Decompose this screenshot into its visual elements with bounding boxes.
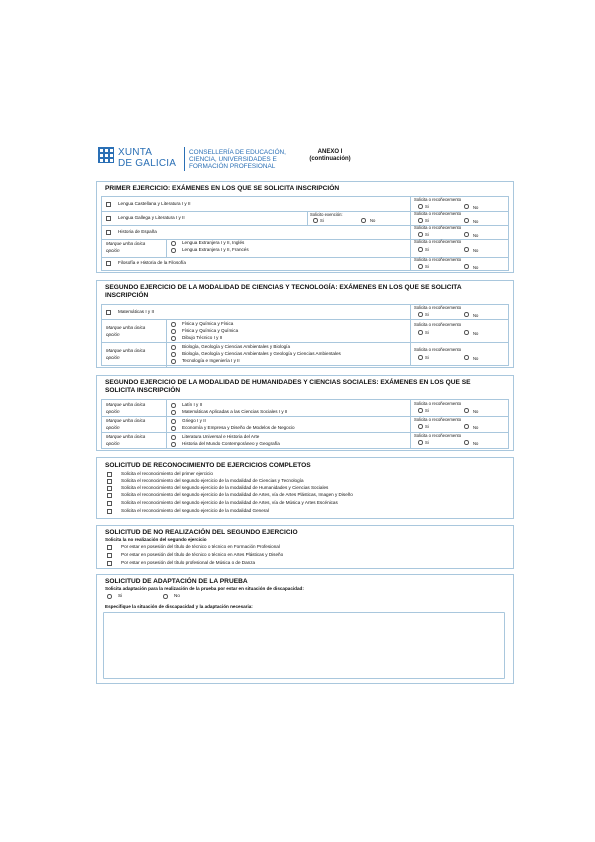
matematicas-checkbox[interactable] bbox=[106, 310, 111, 315]
opcion-label: opción bbox=[106, 355, 120, 360]
section-title-cont: SOLICITA INSCRIPCIÓN bbox=[105, 387, 181, 394]
quimica-radio[interactable] bbox=[171, 329, 176, 334]
reconocimiento-no-radio[interactable] bbox=[464, 247, 469, 252]
no-realizacion-item-label: Por estar en posesión del título de técnico o técnico en Artes Plásticas y Diseño bbox=[121, 552, 284, 557]
no-label: No bbox=[473, 356, 479, 361]
reconocimiento-item-checkbox[interactable] bbox=[107, 509, 112, 514]
no-label: No bbox=[473, 265, 479, 270]
fisica-radio[interactable] bbox=[171, 322, 176, 327]
primer-ejercicio-table bbox=[101, 196, 509, 271]
solicita-label: Solicita o recoñecemento bbox=[414, 401, 462, 406]
no-label: No bbox=[473, 425, 479, 430]
si-label: Si bbox=[425, 312, 429, 317]
reconocimiento-no-radio[interactable] bbox=[464, 408, 469, 413]
discapacidad-textarea[interactable] bbox=[103, 612, 505, 679]
solicita-label: Solicita o recoñecemento bbox=[414, 322, 462, 327]
si-label: Si bbox=[425, 264, 429, 269]
no-label: No bbox=[473, 205, 479, 210]
reconocimiento-no-radio[interactable] bbox=[464, 355, 469, 360]
reconocimiento-item-checkbox[interactable] bbox=[107, 493, 112, 498]
section-title: SEGUNDO EJERCICIO DE LA MODALIDAD DE HUMANIDADES Y CIENCIAS SOCIALES: EXÁMENES EN LOS QUE SE bbox=[105, 379, 471, 386]
marque-label: Marque unha única bbox=[106, 434, 146, 439]
latin-label: Latín I y II bbox=[182, 402, 203, 407]
si-label: Si bbox=[425, 330, 429, 335]
reconocimiento-no-radio[interactable] bbox=[464, 330, 469, 335]
reconocimiento-si-radio[interactable] bbox=[418, 247, 423, 252]
historia-mundo-radio[interactable] bbox=[171, 442, 176, 447]
reconocimiento-si-radio[interactable] bbox=[418, 330, 423, 335]
no-realizacion-item-label: Por estar en posesión del título profesional de Música o de Danza bbox=[121, 560, 256, 565]
reconocimiento-item-label: Solicita el reconocimiento del segundo ejercicio de la modalidad de Humanidades y Ciencias Sociales bbox=[121, 485, 329, 490]
geologia-radio[interactable] bbox=[171, 352, 176, 357]
biologia-radio[interactable] bbox=[171, 345, 176, 350]
section-title: SOLICITUD DE NO REALIZACIÓN DEL SEGUNDO EJERCICIO bbox=[105, 529, 298, 536]
historia-espana-label: Historia de España bbox=[118, 229, 157, 234]
adaptacion-si-radio[interactable] bbox=[107, 594, 112, 599]
no-label: No bbox=[174, 593, 180, 598]
marque-label: Marque unha única bbox=[106, 418, 146, 423]
reconocimiento-item-label: Solicita el reconocimiento del segundo ejercicio de la modalidad de Ciencias y Tecnología bbox=[121, 478, 304, 483]
reconocimiento-item-checkbox[interactable] bbox=[107, 486, 112, 491]
section-title: SEGUNDO EJERCICIO DE LA MODALIDAD DE CIENCIAS Y TECNOLOGÍA: EXÁMENES EN LOS QUE SE SOLICITA bbox=[105, 284, 462, 291]
reconocimiento-no-radio[interactable] bbox=[464, 424, 469, 429]
annex-title: ANEXO I bbox=[317, 149, 343, 155]
logo-line-2: DE GALICIA bbox=[118, 158, 177, 169]
marque-label: Marque unha única bbox=[106, 325, 146, 330]
reconocimiento-item-checkbox[interactable] bbox=[107, 501, 112, 506]
marque-label: Marque unha única bbox=[106, 402, 146, 407]
si-label: Si bbox=[425, 440, 429, 445]
no-realizacion-item-checkbox[interactable] bbox=[107, 545, 112, 550]
solicita-label: Solicita o recoñecemento bbox=[414, 197, 462, 202]
literatura-universal-label: Literatura Universal e Historia del Arte bbox=[182, 434, 260, 439]
no-realizacion-item-checkbox[interactable] bbox=[107, 553, 112, 558]
no-realizacion-item-label: Por estar en posesión del título de técnico o técnico en Formación Profesional bbox=[121, 544, 280, 549]
logo-divider bbox=[184, 147, 185, 171]
matematicas-aplicadas-radio[interactable] bbox=[171, 410, 176, 415]
reconocimiento-si-radio[interactable] bbox=[418, 355, 423, 360]
reconocimiento-si-radio[interactable] bbox=[418, 424, 423, 429]
reconocimiento-no-radio[interactable] bbox=[464, 312, 469, 317]
geologia-label: Biología, Geología y Ciencias Ambientales y Geología y Ciencias Ambientales bbox=[182, 351, 341, 356]
no-realizacion-subtitle: Solicita la no realización del segundo ejercicio bbox=[105, 537, 207, 542]
lengua-castellana-checkbox[interactable] bbox=[106, 202, 111, 207]
frances-radio[interactable] bbox=[171, 248, 176, 253]
griego-radio[interactable] bbox=[171, 419, 176, 424]
reconocimiento-si-radio[interactable] bbox=[418, 218, 423, 223]
reconocimiento-item-label: Solicita el reconocimiento del segundo ejercicio de la modalidad General bbox=[121, 508, 269, 513]
reconocimiento-item-checkbox[interactable] bbox=[107, 479, 112, 484]
historia-mundo-label: Historia del Mundo Contemporáneo y Geografía bbox=[182, 441, 280, 446]
matematicas-label: Matemáticas I y II bbox=[118, 309, 154, 314]
economia-label: Economía y Empresa y Diseño de Modelos de Negocio bbox=[182, 425, 295, 430]
lengua-gallega-label: Lengua Gallega y Literatura I y II bbox=[118, 215, 185, 220]
no-label: No bbox=[473, 313, 479, 318]
reconocimiento-no-radio[interactable] bbox=[464, 264, 469, 269]
reconocimiento-si-radio[interactable] bbox=[418, 408, 423, 413]
no-label: No bbox=[473, 233, 479, 238]
griego-label: Griego I y II bbox=[182, 418, 206, 423]
exencion-no-radio[interactable] bbox=[361, 218, 366, 223]
opcion-label: opción bbox=[106, 332, 120, 337]
si-label: Si bbox=[425, 424, 429, 429]
reconocimiento-si-radio[interactable] bbox=[418, 232, 423, 237]
opcion-label: opción bbox=[106, 425, 120, 430]
opcion-label: opción bbox=[106, 409, 120, 414]
section-title: PRIMER EJERCICIO: EXÁMENES EN LOS QUE SE SOLICITA INSCRIPCIÓN bbox=[105, 185, 340, 192]
dibujo-radio[interactable] bbox=[171, 336, 176, 341]
no-realizacion-item-checkbox[interactable] bbox=[107, 561, 112, 566]
marque-label: Marque unha única bbox=[106, 241, 146, 246]
section-title: SOLICITUD DE RECONOCIMIENTO DE EJERCICIOS COMPLETOS bbox=[105, 462, 311, 469]
no-label: No bbox=[473, 219, 479, 224]
exencion-label: Solicito exención: bbox=[310, 212, 343, 217]
si-label: Si bbox=[425, 204, 429, 209]
solicita-label: Solicita o recoñecemento bbox=[414, 347, 462, 352]
tecnologia-radio[interactable] bbox=[171, 359, 176, 364]
reconocimiento-si-radio[interactable] bbox=[418, 264, 423, 269]
exencion-si-radio[interactable] bbox=[313, 218, 318, 223]
reconocimiento-no-radio[interactable] bbox=[464, 232, 469, 237]
si-label: Si bbox=[320, 218, 324, 223]
historia-espana-checkbox[interactable] bbox=[106, 230, 111, 235]
tecnologia-label: Tecnología e Ingeniería I y II bbox=[182, 358, 240, 363]
adaptacion-question: Solicita adaptación para la realización de la prueba por estar en situación de discapacidad: bbox=[105, 586, 304, 591]
especifique-label: Especifique la situación de discapacidad y la adaptación necesaria: bbox=[105, 604, 253, 609]
lengua-gallega-checkbox[interactable] bbox=[106, 216, 111, 221]
no-label: No bbox=[370, 218, 376, 223]
section-title-cont: INSCRIPCIÓN bbox=[105, 292, 149, 299]
si-label: Si bbox=[425, 408, 429, 413]
conselleria-line-1: CONSELLERÍA DE EDUCACIÓN, bbox=[189, 149, 286, 156]
adaptacion-no-radio[interactable] bbox=[163, 594, 168, 599]
no-label: No bbox=[473, 248, 479, 253]
no-label: No bbox=[473, 409, 479, 414]
opcion-label: opción bbox=[106, 248, 120, 253]
solicita-label: Solicita o recoñecemento bbox=[414, 417, 462, 422]
filosofia-checkbox[interactable] bbox=[106, 261, 111, 266]
fisica-label: Física y Química y Física bbox=[182, 321, 234, 326]
marque-label: Marque unha única bbox=[106, 348, 146, 353]
ingles-label: Lengua Extranjera I y II, Inglés bbox=[182, 240, 245, 245]
reconocimiento-item-label: Solicita el reconocimiento del primer ejercicio bbox=[121, 471, 213, 476]
reconocimiento-item-label: Solicita el reconocimiento del segundo ejercicio de la modalidad de Artes, vía de Artes Plásticas, Imagen y Diseño bbox=[121, 492, 353, 497]
latin-radio[interactable] bbox=[171, 403, 176, 408]
matematicas-aplicadas-label: Matemáticas Aplicadas a las Ciencias Sociales I y II bbox=[182, 409, 288, 414]
reconocimiento-no-radio[interactable] bbox=[464, 218, 469, 223]
frances-label: Lengua Extranjera I y II, Francés bbox=[182, 247, 249, 252]
si-label: Si bbox=[425, 218, 429, 223]
annex-heading bbox=[300, 149, 360, 163]
opcion-label: opción bbox=[106, 441, 120, 446]
reconocimiento-no-radio[interactable] bbox=[464, 440, 469, 445]
reconocimiento-item-label: Solicita el reconocimiento del segundo ejercicio de la modalidad de Artes, vía de Música y Artes Escénicas bbox=[121, 500, 338, 505]
solicita-label: Solicita o recoñecemento bbox=[414, 225, 462, 230]
literatura-universal-radio[interactable] bbox=[171, 435, 176, 440]
solicita-label: Solicita o recoñecemento bbox=[414, 211, 462, 216]
si-label: Si bbox=[118, 593, 123, 598]
no-label: No bbox=[473, 331, 479, 336]
ingles-radio[interactable] bbox=[171, 241, 176, 246]
lengua-castellana-label: Lengua Castellana y Literatura I y II bbox=[118, 201, 191, 206]
economia-radio[interactable] bbox=[171, 426, 176, 431]
humanidades-table bbox=[101, 399, 509, 449]
section-adaptacion bbox=[96, 574, 514, 684]
annex-subtitle: (continuación) bbox=[309, 156, 351, 162]
filosofia-label: Filosofía e Historia de la Filosofía bbox=[118, 260, 186, 265]
section-no-realizacion bbox=[96, 525, 514, 569]
reconocimiento-si-radio[interactable] bbox=[418, 312, 423, 317]
section-humanidades bbox=[96, 375, 514, 451]
conselleria-line-3: FORMACIÓN PROFESIONAL bbox=[189, 163, 276, 170]
si-label: Si bbox=[425, 247, 429, 252]
biologia-label: Biología, Geología y Ciencias Ambientales y Biología bbox=[182, 344, 291, 349]
reconocimiento-si-radio[interactable] bbox=[418, 204, 423, 209]
solicita-label: Solicita o recoñecemento bbox=[414, 239, 462, 244]
si-label: Si bbox=[425, 355, 429, 360]
reconocimiento-si-radio[interactable] bbox=[418, 440, 423, 445]
solicita-label: Solicita o recoñecemento bbox=[414, 305, 462, 310]
solicita-label: Solicita o recoñecemento bbox=[414, 257, 462, 262]
no-label: No bbox=[473, 441, 479, 446]
xunta-flag-icon bbox=[98, 147, 114, 163]
reconocimiento-no-radio[interactable] bbox=[464, 204, 469, 209]
quimica-label: Física y Química y Química bbox=[182, 328, 239, 333]
reconocimiento-item-checkbox[interactable] bbox=[107, 472, 112, 477]
logo-line-1: XUNTA bbox=[118, 147, 153, 158]
dibujo-label: Dibujo Técnico I y II bbox=[182, 335, 223, 340]
section-ciencias-tecnologia bbox=[96, 280, 514, 368]
conselleria-line-2: CIENCIA, UNIVERSIDADES E bbox=[189, 156, 277, 163]
section-title: SOLICITUD DE ADAPTACIÓN DE LA PRUEBA bbox=[105, 578, 248, 585]
si-label: Si bbox=[425, 232, 429, 237]
section-primer-ejercicio bbox=[96, 181, 514, 273]
solicita-label: Solicita o recoñecemento bbox=[414, 433, 462, 438]
ciencias-table bbox=[101, 304, 509, 366]
section-reconocimiento bbox=[96, 457, 514, 519]
